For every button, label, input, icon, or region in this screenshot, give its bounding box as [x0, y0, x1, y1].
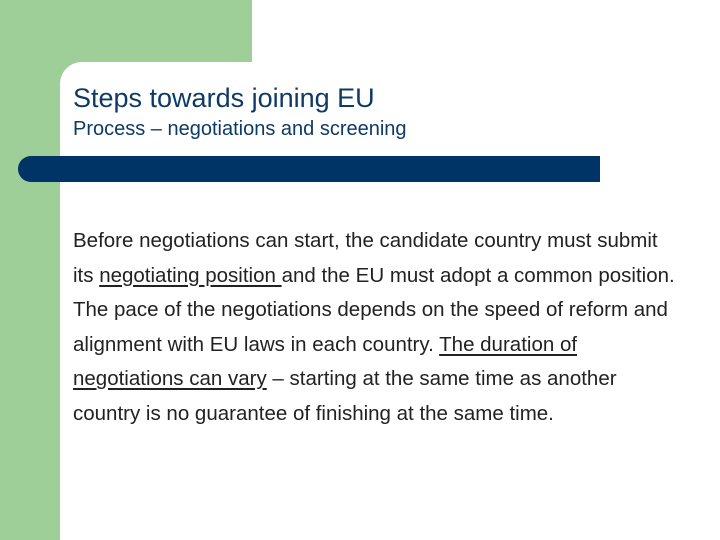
- body-text-part-2: and the EU must adopt a common position. The pace of the negotiations depends on the speed of reform and alignment with EU laws in each country.: [73, 263, 675, 356]
- body-text-part-1: Before negotiations can start, the candidate country must submit its: [73, 229, 658, 287]
- body-paragraph: [73, 224, 683, 431]
- divider-bar: [18, 156, 600, 182]
- negotiating-position-link[interactable]: negotiating position: [99, 263, 282, 287]
- duration-of-negotiations-link[interactable]: The duration of negotiations can vary: [73, 332, 578, 390]
- body-text-part-3: – starting at the same time as another country is no guarantee of finishing at the same time.: [73, 367, 617, 425]
- slide-title: Steps towards joining EU: [73, 83, 375, 113]
- slide-subtitle: Process – negotiations and screening: [73, 118, 407, 140]
